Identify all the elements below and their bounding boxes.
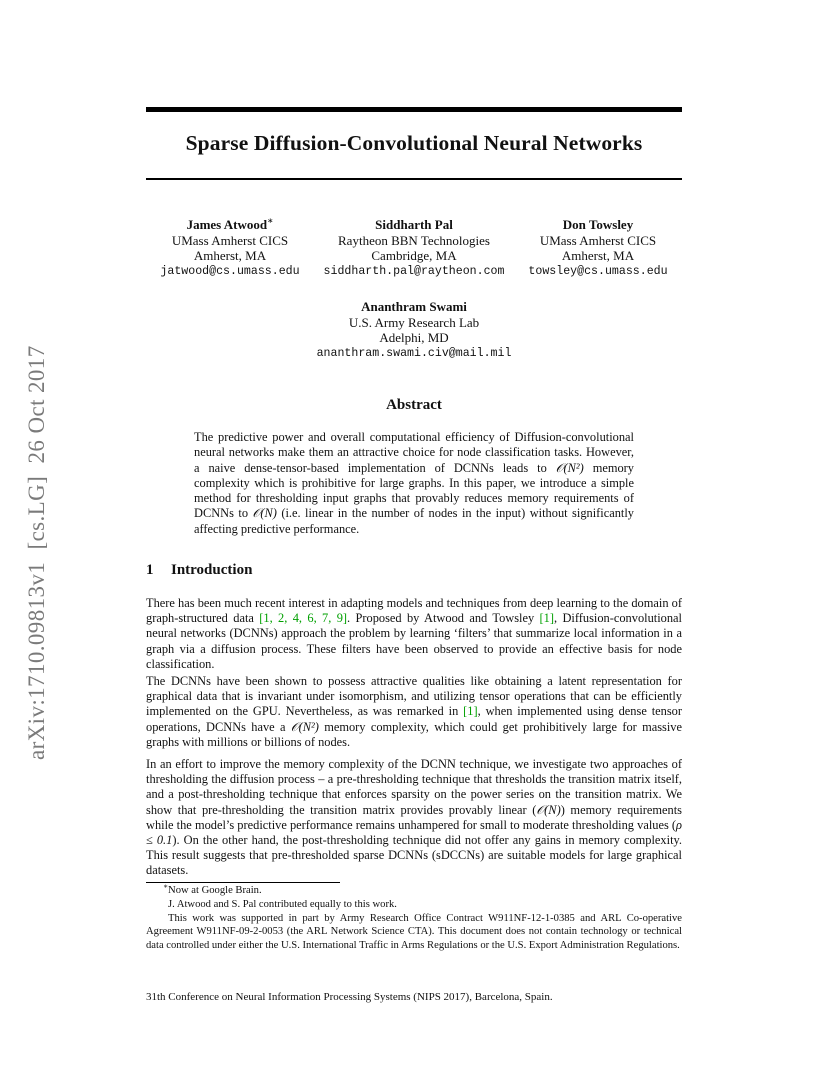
body-paragraph: There has been much recent interest in adapting models and techniques from deep learning to the domain of graph-structured data [1, 2, 4, 6, 7, 9]. Proposed by Atwood and Towsley [1], Diffusion-convolutional neural networks (DCNNs) approach the problem by learning ‘filters’ that summarize local information in a graph via a diffusion process. These filters have been observed to provide an effective basis for node classification. [146, 596, 682, 671]
math-expression: 𝒪(N²) [290, 719, 319, 734]
author-affiliation: UMass Amherst CICS [539, 232, 657, 248]
author-location: Cambridge, MA [371, 248, 457, 263]
author-email[interactable]: towsley@cs.umass.edu [528, 264, 668, 278]
body-paragraph: In an effort to improve the memory complexity of the DCNN technique, we investigate two approaches of thresholding the diffusion process – a pre-thresholding technique that thresholds the transition matrix itself, and a post-thresholding technique that enforces sparsity on the power series on the transition matrix. We show that pre-thresholding the transition matrix provides provably linear (𝒪(N)) memory requirements while the model’s predictive performance remains unhampered for small to moderate thresholding values (ρ ≤ 0.1). On the other hand, the post-thresholding technique did not offer any gains in memory complexity. This result suggests that pre-thresholded sparse DCNNs (sDCCNs) are suitable models for large graphical datasets. [146, 757, 683, 878]
author-block [520, 217, 676, 279]
author-block [150, 217, 310, 279]
title-bottom-rule [146, 178, 682, 180]
math-expression: 𝒪(N²) [555, 460, 584, 475]
author-affiliation: Raytheon BBN Technologies [338, 232, 490, 248]
math-expression: ρ ≤ 0.1 [146, 817, 682, 848]
abstract-heading: Abstract [386, 397, 442, 413]
author-footnote-mark: ∗ [267, 215, 274, 226]
body-paragraph: The DCNNs have been shown to possess attractive qualities like obtaining a latent representation for graphical data that is invariant under isomorphism, and utilizing tensor operations that can be efficiently implemented on the GPU. Nevertheless, as was remarked in [1], when implemented using dense tensor operations, DCNNs have a 𝒪(N²) memory complexity, which could get prohibitively large for massive graphs with millions or billions of nodes. [146, 674, 683, 749]
author-email[interactable]: siddharth.pal@raytheon.com [323, 264, 505, 278]
citation-link[interactable]: [1] [539, 611, 554, 626]
author-location: Amherst, MA [193, 248, 267, 263]
footnote: J. Atwood and S. Pal contributed equally to this work. [168, 899, 397, 910]
paper-title: Sparse Diffusion-Convolutional Neural Networks [185, 131, 643, 155]
math-expression: 𝒪(N) [252, 506, 277, 521]
author-affiliation: UMass Amherst CICS [171, 232, 289, 248]
section-number: 1 [146, 562, 154, 578]
author-email[interactable]: ananthram.swami.civ@mail.mil [316, 346, 512, 360]
footnote-mark: ∗ [163, 881, 169, 891]
section-title: Introduction [171, 562, 253, 578]
abstract-text: The predictive power and overall computational efficiency of Diffusion-convolutional neural networks make them an attractive choice for node classification tasks. However, a naive dense-tensor-based implementation of DCNNs leads to 𝒪(N²) memory complexity which is prohibitive for large graphs. In this paper, we introduce a simple method for thresholding input graphs that provably reduces memory requirements of DCNNs to 𝒪(N) (i.e. linear in the number of nodes in the input) without significantly affecting predictive performance. [194, 430, 635, 536]
section-heading [146, 562, 252, 579]
citation-link[interactable]: [1, 2, 4, 6, 7, 9] [259, 611, 348, 626]
author-email[interactable]: jatwood@cs.umass.edu [160, 264, 300, 278]
footnote-rule [146, 882, 340, 883]
conference-footer: 31th Conference on Neural Information Processing Systems (NIPS 2017), Barcelona, Spain. [146, 991, 553, 1003]
citation-link[interactable]: [1] [463, 704, 478, 719]
math-expression: 𝒪(N) [536, 802, 561, 817]
footnote: ∗Now at Google Brain. [163, 881, 262, 896]
author-location: Amherst, MA [561, 248, 635, 263]
author-location: Adelphi, MD [379, 330, 449, 345]
author-block [294, 299, 534, 361]
author-name: Ananthram Swami [361, 299, 467, 314]
arxiv-identifier: arXiv:1710.09813v1 [cs.LG] 26 Oct 2017 [24, 345, 49, 760]
author-affiliation: U.S. Army Research Lab [348, 314, 480, 330]
footnote: This work was supported in part by Army Research Office Contract W911NF-12-1-0385 and ARL Co-operative Agreement W911NF-09-2-0053 (the ARL Network Science CTA). This document does not contain technology or technical data controlled under either the U.S. International Traffic in Arms Regulations or the U.S. Export Administration Regulations. [146, 913, 682, 951]
author-block [314, 217, 514, 279]
author-name: James Atwood∗ [186, 215, 274, 232]
author-name: Don Towsley [562, 217, 634, 232]
title-top-rule [146, 107, 682, 112]
author-name: Siddharth Pal [375, 217, 453, 232]
